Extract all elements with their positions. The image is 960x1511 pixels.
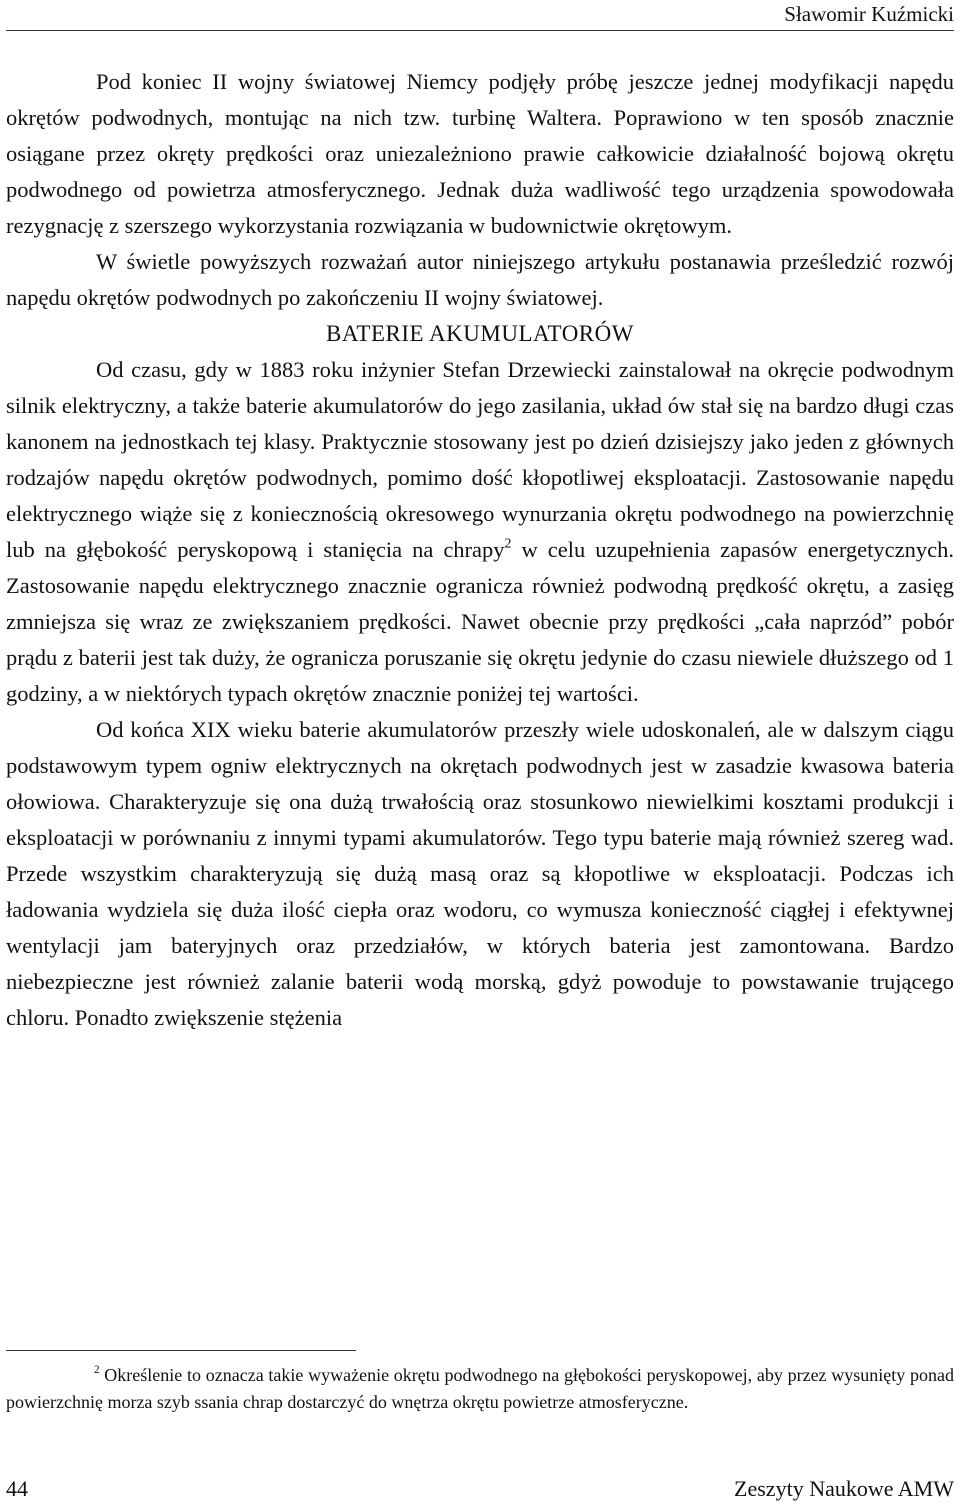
section-heading: BATERIE AKUMULATORÓW	[326, 321, 634, 346]
section-paragraph-2: Od końca XIX wieku baterie akumulatorów przeszły wiele udoskonaleń, ale w dalszym ciągu podstawowym typem ogniw elektrycznych na okrętach podwodnych jest w zasadzie kwasowa bateria ołowiowa. Charakteryzuje się ona dużą trwałością oraz stosunkowo niewielkimi kosztami produkcji i eksploatacji w porównaniu z innymi typami akumulatorów. Tego typu baterie mają również szereg wad. Przede wszystkim charakteryzują się dużą masą oraz są kłopotliwe w eksploatacji. Podczas ich ładowania wydziela się duża ilość ciepła oraz wodoru, co wymusza konieczność ciągłej i efektywnej wentylacji jam bateryjnych oraz przedziałów, w których bateria jest zamontowana. Bardzo niebezpieczne jest również zalanie baterii wodą morską, gdyż powoduje to powstawanie trującego chloru. Ponadto zwiększenie stężenia	[6, 717, 954, 1030]
footnote-reference[interactable]: 2	[504, 536, 512, 552]
footnote	[6, 1362, 954, 1416]
section-paragraph-1-part-b: w celu uzupełnienia zapasów energetycznych. Zastosowanie napędu elektrycznego znacznie ogranicza również podwodną prędkość okrętu, a zasięg zmniejsza się wraz ze zwiększaniem prędkości. Nawet obecnie przy prędkości „cała naprzód” pobór prądu z baterii jest tak duży, że ogranicza poruszanie się okrętu jedynie do czasu niewiele dłuższego od 1 godziny, a w niektórych typach okrętów znacznie poniżej tej wartości.	[6, 537, 954, 706]
footnote-text: Określenie to oznacza takie wyważenie okrętu podwodnego na głębokości peryskopowej, aby przez wysunięty ponad powierzchnię morza szyb ssania chrap dostarczyć do wnętrza okrętu powietrze atmosferyczne.	[6, 1365, 954, 1412]
intro-paragraph-1: Pod koniec II wojny światowej Niemcy podjęły próbę jeszcze jednej modyfikacji napędu okrętów podwodnych, montując na nich tzw. turbinę Waltera. Poprawiono w ten sposób znacznie osiągane przez okręty prędkości oraz uniezależniono prawie całkowicie działalność bojową okrętu podwodnego od powietrza atmosferycznego. Jednak duża wadliwość tego urządzenia spowodowała rezygnację z szerszego wykorzystania rozwiązania w budownictwie okrętowym.	[6, 69, 954, 238]
intro-paragraph-2: W świetle powyższych rozważań autor niniejszego artykułu postanawia prześledzić rozwój napędu okrętów podwodnych po zakończeniu II wojny światowej.	[6, 249, 954, 310]
running-header	[6, 0, 954, 31]
header-author: Sławomir Kuźmicki	[784, 2, 954, 26]
footnote-number: 2	[94, 1364, 100, 1377]
footnote-divider	[6, 1350, 356, 1351]
section-paragraph-1-part-a: Od czasu, gdy w 1883 roku inżynier Stefan Drzewiecki zainstalował na okręcie podwodnym silnik elektryczny, a także baterie akumulatorów do jego zasilania, układ ów stał się na bardzo długi czas kanonem na jednostkach tej klasy. Praktycznie stosowany jest po dzień dzisiejszy jako jeden z głównych rodzajów napędu okrętów podwodnych, pomimo dość kłopotliwej eksploatacji. Zastosowanie napędu elektrycznego wiąże się z koniecznością okresowego wynurzania okrętu podwodnego na powierzchnię lub na głębokość peryskopową i stanięcia na chrapy	[6, 357, 954, 562]
main-text	[6, 64, 954, 1036]
section-paragraph-1	[6, 352, 954, 712]
page-number: 44	[6, 1476, 28, 1501]
journal-title: Zeszyty Naukowe AMW	[734, 1476, 954, 1501]
